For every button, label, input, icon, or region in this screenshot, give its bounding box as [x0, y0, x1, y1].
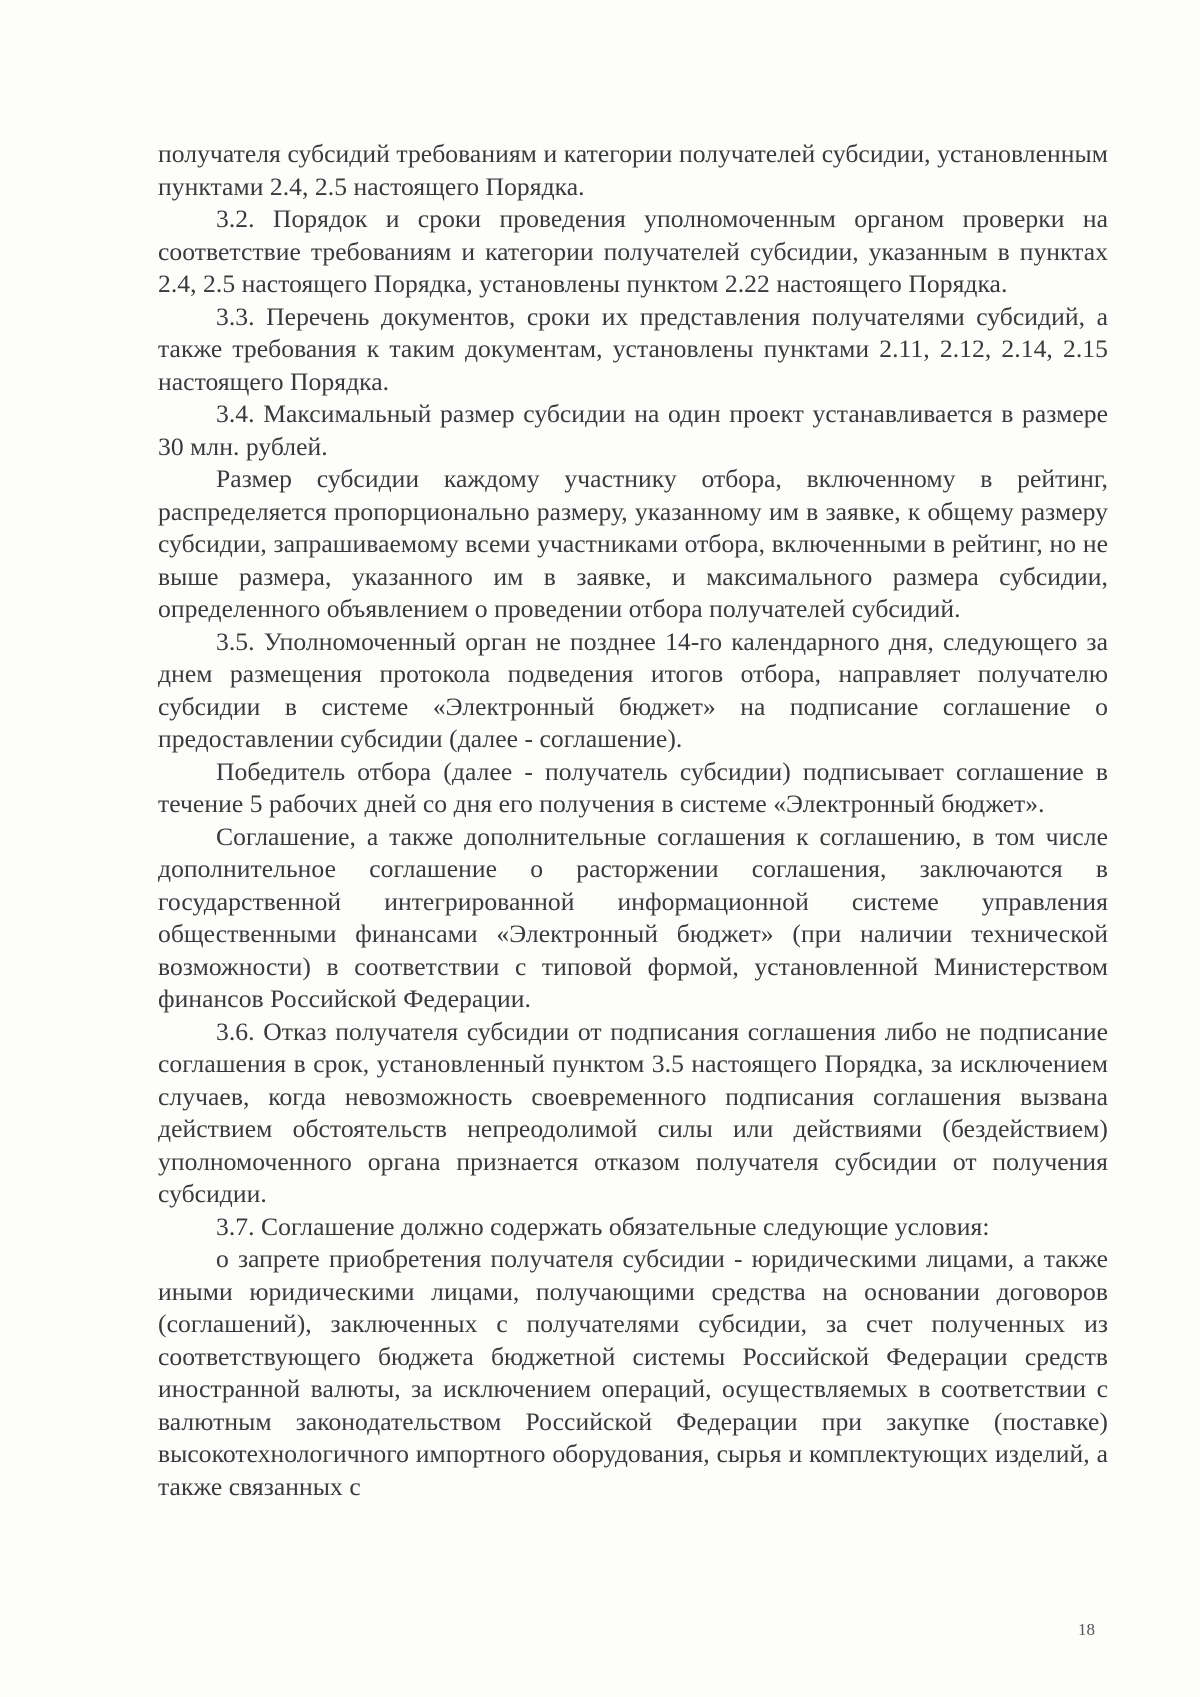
- document-body: [158, 138, 1108, 1503]
- paragraph-3-7: 3.7. Соглашение должно содержать обязательные следующие условия:: [216, 1211, 990, 1241]
- paragraph-prohibition: о запрете приобретения получателя субсидии - юридическими лицами, а также иными юридическими лицами, получающими средства на основании договоров (соглашений), заключенных с получателями субсидии, за счет полученных из соответствующего бюджета бюджетной системы Российской Федерации средств иностранной валюты, за исключением операций, осуществляемых в соответствии с валютным законодательством Российской Федерации при закупке (поставке) высокотехнологичного импортного оборудования, сырья и комплектующих изделий, а также связанных с: [158, 1244, 1108, 1501]
- paragraph-continuation: получателя субсидий требованиям и категории получателей субсидии, установленным пунктами 2.4, 2.5 настоящего Порядка.: [158, 139, 1108, 201]
- paragraph-3-2: 3.2. Порядок и сроки проведения уполномоченным органом проверки на соответствие требованиям и категории получателей субсидии, указанным в пунктах 2.4, 2.5 настоящего Порядка, установлены пунктом 2.22 настоящего Порядка.: [158, 204, 1108, 298]
- paragraph-3-6: 3.6. Отказ получателя субсидии от подписания соглашения либо не подписание соглашения в срок, установленный пунктом 3.5 настоящего Порядка, за исключением случаев, когда невозможность своевременного подписания соглашения вызвана действием обстоятельств непреодолимой силы или действиями (бездействием) уполномоченного органа признается отказом получателя субсидии от получения субсидии.: [158, 1016, 1108, 1208]
- paragraph-3-3: 3.3. Перечень документов, сроки их представления получателями субсидий, а также требования к таким документам, установлены пунктами 2.11, 2.12, 2.14, 2.15 настоящего Порядка.: [158, 301, 1108, 396]
- paragraph-agreement: Соглашение, а также дополнительные соглашения к соглашению, в том числе дополнительное соглашение о расторжении соглашения, заключаются в государственной интегрированной информационной системе управления общественными финансами «Электронный бюджет» (при наличии технической возможности) в соответствии с типовой формой, установленной Министерством финансов Российской Федерации.: [158, 821, 1108, 1013]
- paragraph-winner: Победитель отбора (далее - получатель субсидии) подписывает соглашение в течение 5 рабочих дней со дня его получения в системе «Электронный бюджет».: [158, 756, 1108, 818]
- paragraph-3-4: 3.4. Максимальный размер субсидии на один проект устанавливается в размере 30 млн. рублей.: [158, 399, 1108, 461]
- page-number: 18: [1078, 1620, 1095, 1639]
- paragraph-subsidy-size: Размер субсидии каждому участнику отбора, включенному в рейтинг, распределяется пропорционально размеру, указанному им в заявке, к общему размеру субсидии, запрашиваемому всеми участниками отбора, включенными в рейтинг, но не выше размера, указанного им в заявке, и максимального размера субсидии, определенного объявлением о проведении отбора получателей субсидий.: [158, 464, 1108, 623]
- paragraph-3-5: 3.5. Уполномоченный орган не позднее 14-го календарного дня, следующего за днем размещения протокола подведения итогов отбора, направляет получателю субсидии в системе «Электронный бюджет» на подписание соглашение о предоставлении субсидии (далее - соглашение).: [158, 626, 1108, 753]
